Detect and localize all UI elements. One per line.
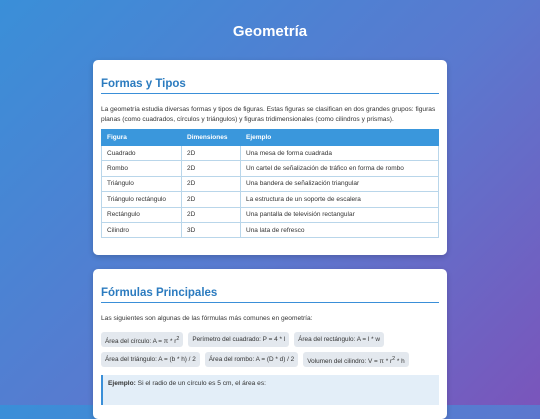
section-formas-tipos [93, 60, 447, 255]
section-description: La geometría estudia diversas formas y tipos de figuras. Estas figuras se clasifican en dos grandes grupos: figuras planas (como cuadrados, círculos y triángulos) y figuras tridimensionales (como cilindros y prismas). [101, 106, 436, 123]
cell-ejemplo: Un cartel de señalización de tráfico en forma de rombo [241, 161, 439, 176]
formula-text: Área del círculo: A = π * r [105, 338, 177, 346]
formula-text: Perímetro del cuadrado: P = 4 * l [192, 336, 286, 343]
cell-figura: Triángulo rectángulo [102, 192, 182, 207]
formula-text: Área del rectángulo: A = l * w [298, 336, 381, 343]
section-title: Formas y Tipos [101, 60, 439, 94]
cell-dimensiones: 2D [182, 146, 241, 161]
cell-figura: Triángulo [102, 176, 182, 191]
formula-text-suffix: * h [395, 358, 405, 366]
formula-chip-area-triangulo [101, 352, 200, 367]
table-row [102, 222, 439, 237]
formula-chip-perimetro-cuadrado [188, 332, 289, 347]
table-row [102, 146, 439, 161]
formula-list [101, 332, 439, 367]
example-box [101, 375, 439, 405]
formula-row [101, 332, 439, 347]
formula-text: Área del rombo: A = (D * d) / 2 [208, 356, 295, 363]
section-intro: Las siguientes son algunas de las fórmulas más comunes en geometría: [101, 315, 313, 322]
column-header-dimensiones: Dimensiones [182, 130, 241, 146]
cell-ejemplo: Una bandera de señalización triangular [241, 176, 439, 191]
formula-row [101, 352, 439, 367]
cell-figura: Rectángulo [102, 207, 182, 222]
table-row [102, 192, 439, 207]
formula-chip-volumen-cilindro [303, 352, 408, 367]
section-title: Fórmulas Principales [101, 269, 439, 303]
cell-dimensiones: 2D [182, 207, 241, 222]
cell-ejemplo: Una lata de refresco [241, 222, 439, 237]
table-header-row [102, 130, 439, 146]
formula-text: Área del triángulo: A = (b * h) / 2 [105, 356, 196, 363]
cell-figura: Cilindro [102, 222, 182, 237]
formula-exponent: 2 [176, 336, 180, 342]
formula-exponent: 2 [392, 356, 396, 362]
cell-ejemplo: Una mesa de forma cuadrada [241, 146, 439, 161]
column-header-ejemplo: Ejemplo [241, 130, 439, 146]
cell-figura: Cuadrado [102, 146, 182, 161]
example-text: Si el radio de un círculo es 5 cm, el área es: [135, 380, 266, 387]
table-row [102, 176, 439, 191]
shapes-table [101, 129, 439, 238]
formula-text: Volumen del cilindro: V = π * r [307, 358, 393, 366]
cell-dimensiones: 2D [182, 192, 241, 207]
cell-figura: Rombo [102, 161, 182, 176]
page-title: Geometría [232, 23, 308, 40]
formula-chip-area-rectangulo [294, 332, 384, 347]
section-formulas [93, 269, 447, 419]
column-header-figura: Figura [102, 130, 182, 146]
formula-chip-area-circulo [101, 332, 183, 347]
cell-dimensiones: 2D [182, 161, 241, 176]
formula-chip-area-rombo [205, 352, 298, 367]
table-row [102, 207, 439, 222]
table-row [102, 161, 439, 176]
cell-dimensiones: 3D [182, 222, 241, 237]
example-label: Ejemplo: [108, 380, 136, 387]
cell-ejemplo: La estructura de un soporte de escalera [241, 192, 439, 207]
cell-ejemplo: Una pantalla de televisión rectangular [241, 207, 439, 222]
cell-dimensiones: 2D [182, 176, 241, 191]
